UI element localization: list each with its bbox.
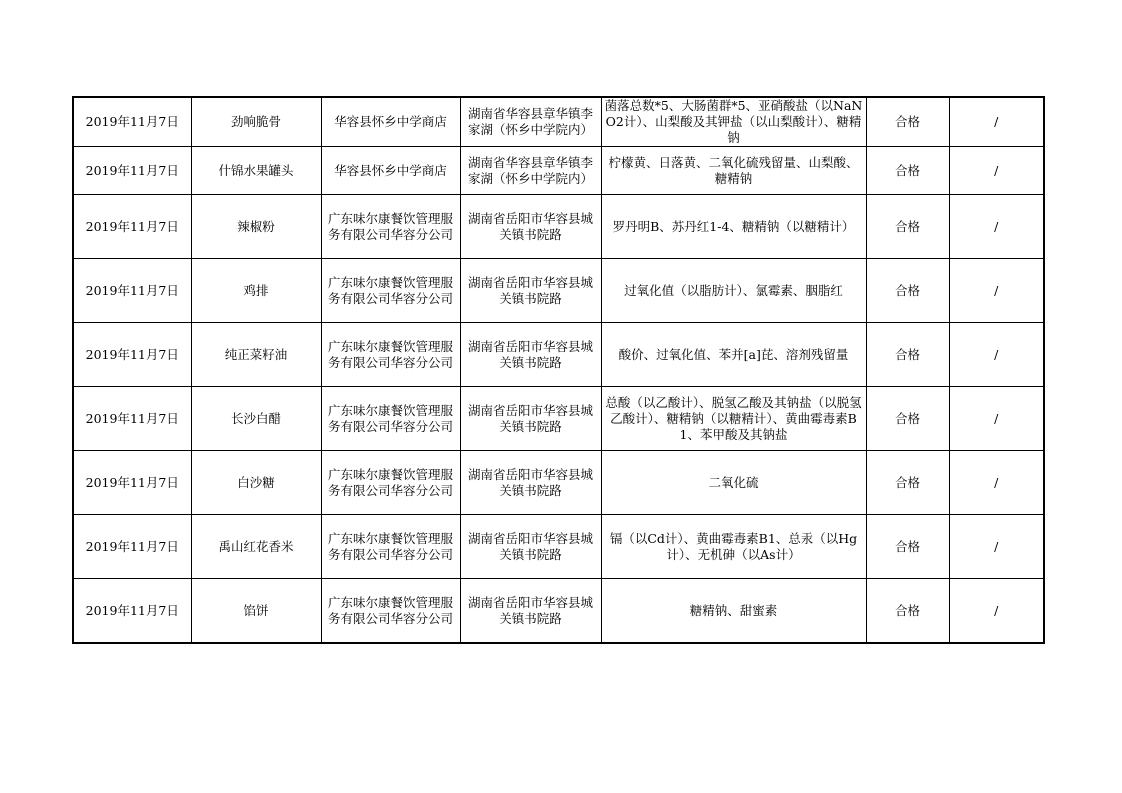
note-cell: / [949,97,1044,147]
store-cell: 华容县怀乡中学商店 [321,97,460,147]
result-cell: 合格 [866,451,949,515]
address-cell: 湖南省岳阳市华容县城关镇书院路 [460,387,601,451]
test-items-cell: 罗丹明B、苏丹红1-4、糖精钠（以糖精计） [601,195,866,259]
note-cell: / [949,147,1044,195]
result-cell: 合格 [866,195,949,259]
test-items-cell: 总酸（以乙酸计）、脱氢乙酸及其钠盐（以脱氢乙酸计）、糖精钠（以糖精计）、黄曲霉毒素B1、苯甲酸及其钠盐 [601,387,866,451]
table-row [73,515,1044,579]
product-cell: 长沙白醋 [191,387,321,451]
address-cell: 湖南省岳阳市华容县城关镇书院路 [460,451,601,515]
product-cell: 辣椒粉 [191,195,321,259]
note-cell: / [949,387,1044,451]
product-cell: 纯正菜籽油 [191,323,321,387]
table-row [73,147,1044,195]
test-items-cell: 镉（以Cd计）、黄曲霉毒素B1、总汞（以Hg计）、无机砷（以As计） [601,515,866,579]
address-cell: 湖南省岳阳市华容县城关镇书院路 [460,515,601,579]
address-cell: 湖南省岳阳市华容县城关镇书院路 [460,579,601,644]
store-cell: 广东味尔康餐饮管理服务有限公司华容分公司 [321,259,460,323]
store-cell: 广东味尔康餐饮管理服务有限公司华容分公司 [321,579,460,644]
test-items-cell: 酸价、过氧化值、苯并[a]芘、溶剂残留量 [601,323,866,387]
table-row [73,387,1044,451]
date-cell: 2019年11月7日 [73,259,191,323]
result-cell: 合格 [866,97,949,147]
result-cell: 合格 [866,387,949,451]
note-cell: / [949,195,1044,259]
result-cell: 合格 [866,147,949,195]
test-items-cell: 二氧化硫 [601,451,866,515]
date-cell: 2019年11月7日 [73,195,191,259]
address-cell: 湖南省岳阳市华容县城关镇书院路 [460,259,601,323]
product-cell: 白沙糖 [191,451,321,515]
product-cell: 什锦水果罐头 [191,147,321,195]
store-cell: 华容县怀乡中学商店 [321,147,460,195]
note-cell: / [949,579,1044,644]
date-cell: 2019年11月7日 [73,147,191,195]
table-row [73,259,1044,323]
test-items-cell: 菌落总数*5、大肠菌群*5、亚硝酸盐（以NaNO2计）、山梨酸及其钾盐（以山梨酸计）、糖精钠 [601,97,866,147]
product-cell: 鸡排 [191,259,321,323]
date-cell: 2019年11月7日 [73,387,191,451]
result-cell: 合格 [866,259,949,323]
result-cell: 合格 [866,515,949,579]
date-cell: 2019年11月7日 [73,323,191,387]
store-cell: 广东味尔康餐饮管理服务有限公司华容分公司 [321,323,460,387]
test-items-cell: 糖精钠、甜蜜素 [601,579,866,644]
note-cell: / [949,259,1044,323]
address-cell: 湖南省岳阳市华容县城关镇书院路 [460,195,601,259]
table-row [73,323,1044,387]
date-cell: 2019年11月7日 [73,97,191,147]
date-cell: 2019年11月7日 [73,451,191,515]
address-cell: 湖南省华容县章华镇李家湖（怀乡中学院内） [460,97,601,147]
product-cell: 禹山红花香米 [191,515,321,579]
result-cell: 合格 [866,579,949,644]
product-cell: 馅饼 [191,579,321,644]
store-cell: 广东味尔康餐饮管理服务有限公司华容分公司 [321,451,460,515]
store-cell: 广东味尔康餐饮管理服务有限公司华容分公司 [321,515,460,579]
address-cell: 湖南省岳阳市华容县城关镇书院路 [460,323,601,387]
note-cell: / [949,323,1044,387]
inspection-results-table [72,96,1045,644]
date-cell: 2019年11月7日 [73,579,191,644]
note-cell: / [949,515,1044,579]
result-cell: 合格 [866,323,949,387]
test-items-cell: 过氧化值（以脂肪计）、氯霉素、胭脂红 [601,259,866,323]
store-cell: 广东味尔康餐饮管理服务有限公司华容分公司 [321,195,460,259]
note-cell: / [949,451,1044,515]
table-row [73,195,1044,259]
table-body [73,97,1044,643]
store-cell: 广东味尔康餐饮管理服务有限公司华容分公司 [321,387,460,451]
table-row [73,451,1044,515]
product-cell: 劲响脆骨 [191,97,321,147]
table-row [73,97,1044,147]
test-items-cell: 柠檬黄、日落黄、二氧化硫残留量、山梨酸、糖精钠 [601,147,866,195]
date-cell: 2019年11月7日 [73,515,191,579]
table-row [73,579,1044,644]
address-cell: 湖南省华容县章华镇李家湖（怀乡中学院内） [460,147,601,195]
